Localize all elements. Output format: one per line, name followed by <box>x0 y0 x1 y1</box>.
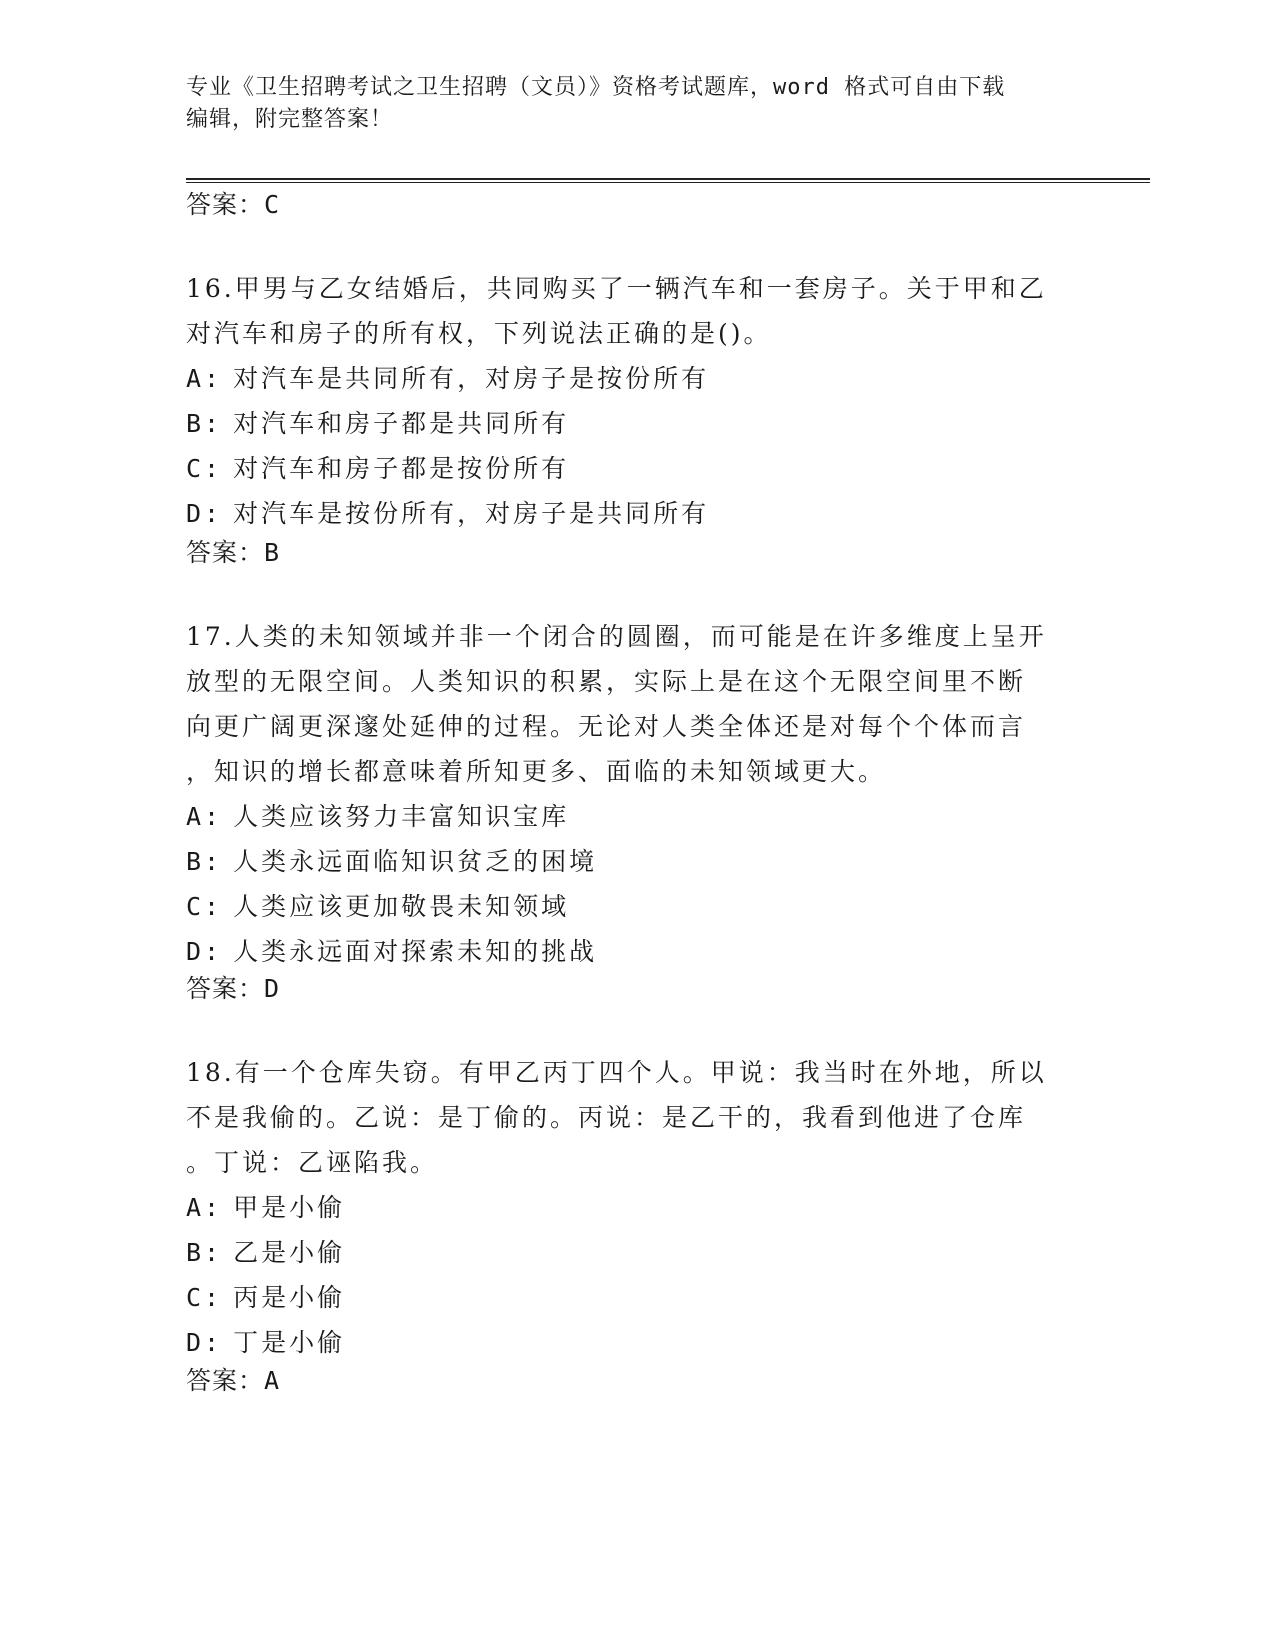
question-stem <box>186 1050 1066 1185</box>
option-key: D: <box>186 499 223 528</box>
answer-value: C <box>264 190 281 219</box>
option-text: 对汽车和房子都是共同所有 <box>233 409 570 438</box>
option-key: B: <box>186 1238 223 1267</box>
header-line-1: 专业《卫生招聘考试之卫生招聘（文员）》资格考试题库，word 格式可自由下载 <box>186 75 1006 100</box>
option-key: C: <box>186 1283 223 1312</box>
option-a <box>186 1185 1066 1230</box>
option-text: 人类应该更加敬畏未知领域 <box>233 892 570 921</box>
option-key: B: <box>186 409 223 438</box>
option-d <box>186 929 1066 974</box>
document-header <box>186 72 1066 136</box>
stem-line: 16.甲男与乙女结婚后，共同购买了一辆汽车和一套房子。关于甲和乙 <box>186 274 1047 303</box>
option-d <box>186 491 1066 536</box>
option-b <box>186 401 1066 446</box>
option-text: 乙是小偷 <box>233 1238 346 1267</box>
answer-line-q16 <box>186 536 280 570</box>
stem-line: 向更广阔更深邃处延伸的过程。无论对人类全体还是对每个个体而言 <box>186 712 1027 741</box>
answer-label: 答案： <box>186 538 265 567</box>
option-b <box>186 1230 1066 1275</box>
option-text: 人类永远面对探索未知的挑战 <box>233 937 598 966</box>
header-divider <box>186 178 1150 180</box>
question-16 <box>186 266 1066 536</box>
option-key: C: <box>186 454 223 483</box>
option-d <box>186 1320 1066 1365</box>
answer-value: A <box>264 1366 281 1395</box>
stem-line: 。丁说：乙诬陷我。 <box>186 1148 439 1177</box>
answer-value: D <box>264 974 281 1003</box>
option-c <box>186 884 1066 929</box>
answer-line-q18 <box>186 1364 280 1398</box>
option-key: C: <box>186 892 223 921</box>
header-divider-thin <box>186 182 1150 183</box>
option-key: A: <box>186 364 223 393</box>
option-text: 甲是小偷 <box>233 1193 346 1222</box>
stem-line: 对汽车和房子的所有权，下列说法正确的是()。 <box>186 319 772 348</box>
question-17 <box>186 614 1066 974</box>
option-a <box>186 356 1066 401</box>
option-text: 丁是小偷 <box>233 1328 346 1357</box>
option-key: B: <box>186 847 223 876</box>
option-text: 对汽车和房子都是按份所有 <box>233 454 570 483</box>
question-18 <box>186 1050 1066 1365</box>
answer-label: 答案： <box>186 974 265 1003</box>
question-stem <box>186 614 1066 794</box>
option-text: 丙是小偷 <box>233 1283 346 1312</box>
stem-line: 17.人类的未知领域并非一个闭合的圆圈，而可能是在许多维度上呈开 <box>186 622 1047 651</box>
option-a <box>186 794 1066 839</box>
option-key: D: <box>186 1328 223 1357</box>
option-key: A: <box>186 802 223 831</box>
answer-label: 答案： <box>186 1366 265 1395</box>
stem-line: 放型的无限空间。人类知识的积累，实际上是在这个无限空间里不断 <box>186 667 1027 696</box>
stem-line: ，知识的增长都意味着所知更多、面临的未知领域更大。 <box>186 757 887 786</box>
option-c <box>186 446 1066 491</box>
question-stem <box>186 266 1066 356</box>
answer-value: B <box>264 538 281 567</box>
option-text: 人类永远面临知识贫乏的困境 <box>233 847 598 876</box>
answer-line-q15 <box>186 188 280 222</box>
answer-label: 答案： <box>186 190 265 219</box>
header-line-2: 编辑，附完整答案！ <box>186 107 394 132</box>
option-b <box>186 839 1066 884</box>
option-text: 对汽车是按份所有，对房子是共同所有 <box>233 499 710 528</box>
option-text: 对汽车是共同所有，对房子是按份所有 <box>233 364 710 393</box>
answer-line-q17 <box>186 972 280 1006</box>
stem-line: 不是我偷的。乙说：是丁偷的。丙说：是乙干的，我看到他进了仓库 <box>186 1103 1027 1132</box>
stem-line: 18.有一个仓库失窃。有甲乙丙丁四个人。甲说：我当时在外地，所以 <box>186 1058 1047 1087</box>
option-key: A: <box>186 1193 223 1222</box>
option-text: 人类应该努力丰富知识宝库 <box>233 802 570 831</box>
option-key: D: <box>186 937 223 966</box>
option-c <box>186 1275 1066 1320</box>
